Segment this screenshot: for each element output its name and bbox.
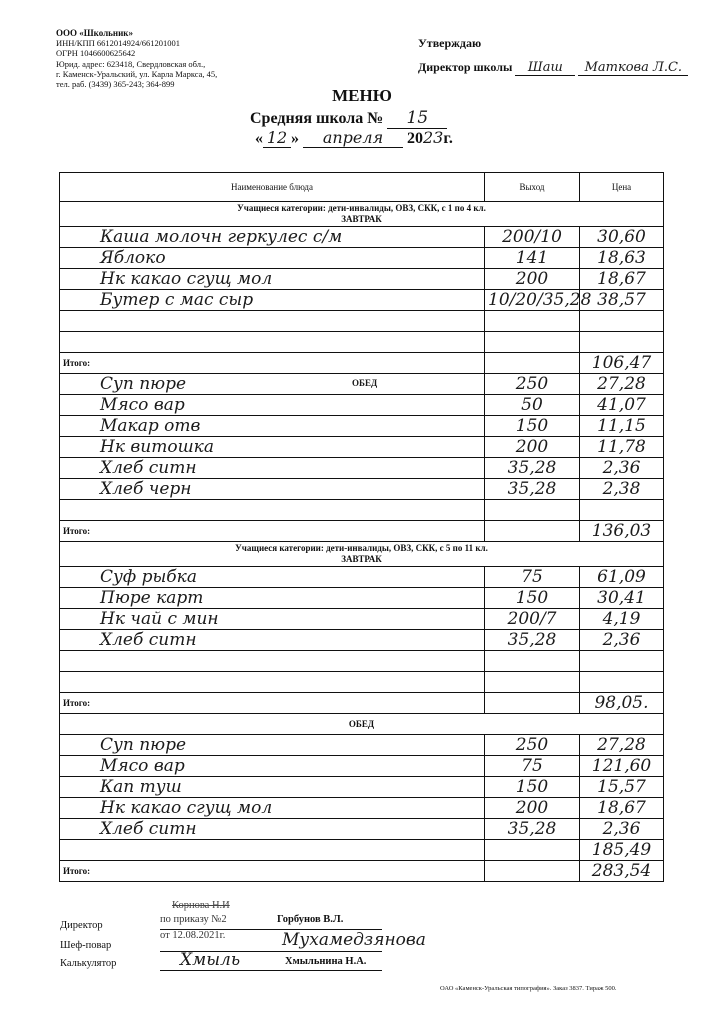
total-label: Итого: [60,693,485,714]
company-ogrn: ОГРН 1046600625642 [56,48,136,59]
dish-name: Нк какао сгущ мол [60,798,485,819]
g1-lunch-total: 136,03 [580,521,664,542]
dish-name: Нк какао сгущ мол [60,269,485,290]
dish-output: 50 [485,395,580,416]
table-row [60,416,664,437]
company-inn: ИНН/КПП 6612014924/661201001 [56,38,180,49]
dish-output: 200/7 [485,609,580,630]
dish-output [485,840,580,861]
table-row [60,458,664,479]
dish-name: Суп пюре ОБЕД [60,374,485,395]
g2-lunch-total: 283,54 [580,861,664,882]
approval-label: Утверждаю [418,36,482,50]
approval-director-line [418,60,688,76]
dish-output: 250 [485,374,580,395]
sig-calc-signature: Хмыль [180,950,241,970]
dish-name: Нк витошка [60,437,485,458]
company-phone: тел. раб. (3439) 365-243; 364-899 [56,79,175,90]
dish-output: 75 [485,756,580,777]
sig-director-label: Директор [60,920,103,931]
sig-chef-label: Шеф-повар [60,940,112,951]
table-row [60,840,664,861]
g2-lunch-header-row [60,714,664,735]
footer-printer: ОАО «Каменск-Уральская типография». Заказ 3837. Тираж 500. [440,985,617,992]
group2-breakfast-label: ЗАВТРАК [341,554,382,564]
table-row [60,500,664,521]
table-row [60,756,664,777]
table-row [60,735,664,756]
dish-name: Бутер с мас сыр [60,290,485,311]
table-row [60,609,664,630]
dish-price: 2,36 [580,630,664,651]
menu-table [59,172,664,882]
approval-director-name: Маткова Л.С. [578,60,688,76]
group2-title: Учащиеся категории: дети-инвалиды, ОВЗ, СКК, с 5 по 11 кл. [235,543,488,553]
dish-price: 2,36 [580,819,664,840]
dish-price: 61,09 [580,567,664,588]
sig-director-crossed: Корнова Н.И [172,900,230,911]
dish-name: Пюре карт [60,588,485,609]
g2-breakfast-total-row [60,693,664,714]
company-block [56,28,217,89]
dish-price: 18,67 [580,269,664,290]
dish-name: Яблоко [60,248,485,269]
approval-director-label: Директор школы [418,60,513,74]
dish-name: Мясо вар [60,395,485,416]
table-row [60,227,664,248]
col-output-header: Выход [485,173,580,202]
dish-price: 15,57 [580,777,664,798]
col-price-header: Цена [580,173,664,202]
dish-price: 41,07 [580,395,664,416]
dish-output: 250 [485,735,580,756]
dish-name: Суф рыбка [60,567,485,588]
g1-breakfast-total: 106,47 [580,353,664,374]
sig-calc-label: Калькулятор [60,958,117,969]
date-month: апреля [303,128,403,148]
school-number: 15 [387,108,447,129]
dish-price: 27,28 [580,374,664,395]
table-row [60,248,664,269]
date-day: 12 [263,128,291,148]
dish-name: Каша молочн геркулес с/м [60,227,485,248]
table-row [60,672,664,693]
date-year-end: г. [443,130,453,147]
dish-price: 18,63 [580,248,664,269]
dish-name: Хлеб ситн [60,630,485,651]
date-year-prefix: 20 [407,130,423,147]
g1-breakfast-total-row [60,353,664,374]
sig-order-text: по приказу №2 [160,914,227,925]
table-row [60,374,664,395]
total-label: Итого: [60,353,485,374]
dish-name [60,840,485,861]
dish-name: Хлеб ситн [60,819,485,840]
table-row [60,777,664,798]
sig-calc-name: Хмыльнина Н.А. [285,956,367,967]
table-row [60,567,664,588]
group1-header-row [60,202,664,227]
table-row [60,290,664,311]
table-row [60,630,664,651]
dish-name: Мясо вар [60,756,485,777]
col-name-header: Наименование блюда [60,173,485,202]
dish-price: 18,67 [580,798,664,819]
g1-lunch-label: ОБЕД [352,378,378,388]
dish-price: 11,78 [580,437,664,458]
group1-title: Учащиеся категории: дети-инвалиды, ОВЗ, СКК, с 1 по 4 кл. [237,203,486,213]
table-row [60,332,664,353]
table-row [60,311,664,332]
table-row [60,395,664,416]
company-name: ООО «Школьник» [56,28,133,38]
dish-name: Кап туш [60,777,485,798]
dish-output: 75 [485,567,580,588]
dish-price: 38,57 [580,290,664,311]
page-title: МЕНЮ [332,86,392,105]
dish-output: 200 [485,437,580,458]
dish-price: 2,38 [580,479,664,500]
table-row [60,269,664,290]
table-row [60,651,664,672]
dish-output: 35,28 [485,458,580,479]
table-row [60,479,664,500]
total-label: Итого: [60,861,485,882]
dish-name: Нк чай с мин [60,609,485,630]
dish-output: 35,28 [485,479,580,500]
dish-price: 2,36 [580,458,664,479]
dish-price: 121,60 [580,756,664,777]
dish-output: 35,28 [485,630,580,651]
group1-breakfast-label: ЗАВТРАК [341,214,382,224]
sig-calc-line [160,970,382,971]
dish-output: 150 [485,416,580,437]
dish-name: Макар отв [60,416,485,437]
sig-order-date: от 12.08.2021г. [160,930,226,941]
g2-breakfast-total: 98,05. [580,693,664,714]
dish-name: Хлеб черн [60,479,485,500]
g2-lunch-label: ОБЕД [60,714,664,735]
sig-chef-signature: Мухамедзянова [282,930,426,950]
table-row [60,437,664,458]
dish-output: 35,28 [485,819,580,840]
dish-output: 150 [485,588,580,609]
g2-lunch-total-row [60,861,664,882]
dish-price: 4,19 [580,609,664,630]
dish-output: 141 [485,248,580,269]
group2-header [60,542,664,567]
dish-price: 30,60 [580,227,664,248]
school-line [250,108,447,129]
dish-price: 185,49 [580,840,664,861]
dish-price: 11,15 [580,416,664,437]
dish-output: 200 [485,798,580,819]
dish-output: 10/20/35,28 [485,290,580,311]
group2-header-row [60,542,664,567]
table-row [60,819,664,840]
date-line: « 12 » апреля 2023г. [255,128,453,147]
table-row [60,588,664,609]
date-year-suffix: 23 [423,128,444,147]
dish-output: 200 [485,269,580,290]
dish-output: 200/10 [485,227,580,248]
g1-lunch-total-row [60,521,664,542]
total-label: Итого: [60,521,485,542]
sig-director-name: Горбунов В.Л. [277,914,344,925]
dish-price: 27,28 [580,735,664,756]
dish-price: 30,41 [580,588,664,609]
dish-output: 150 [485,777,580,798]
dish-name: Хлеб ситн [60,458,485,479]
table-header-row [60,173,664,202]
table-row [60,798,664,819]
company-address-2: г. Каменск-Уральский, ул. Карла Маркса, 45, [56,68,218,79]
dish-name: Суп пюре [60,735,485,756]
company-address-1: Юрид. адрес: 623418, Свердловская обл., [56,58,206,69]
group1-header [60,202,664,227]
school-label: Средняя школа № [250,110,384,127]
approval-director-signature: Шаш [515,60,575,76]
